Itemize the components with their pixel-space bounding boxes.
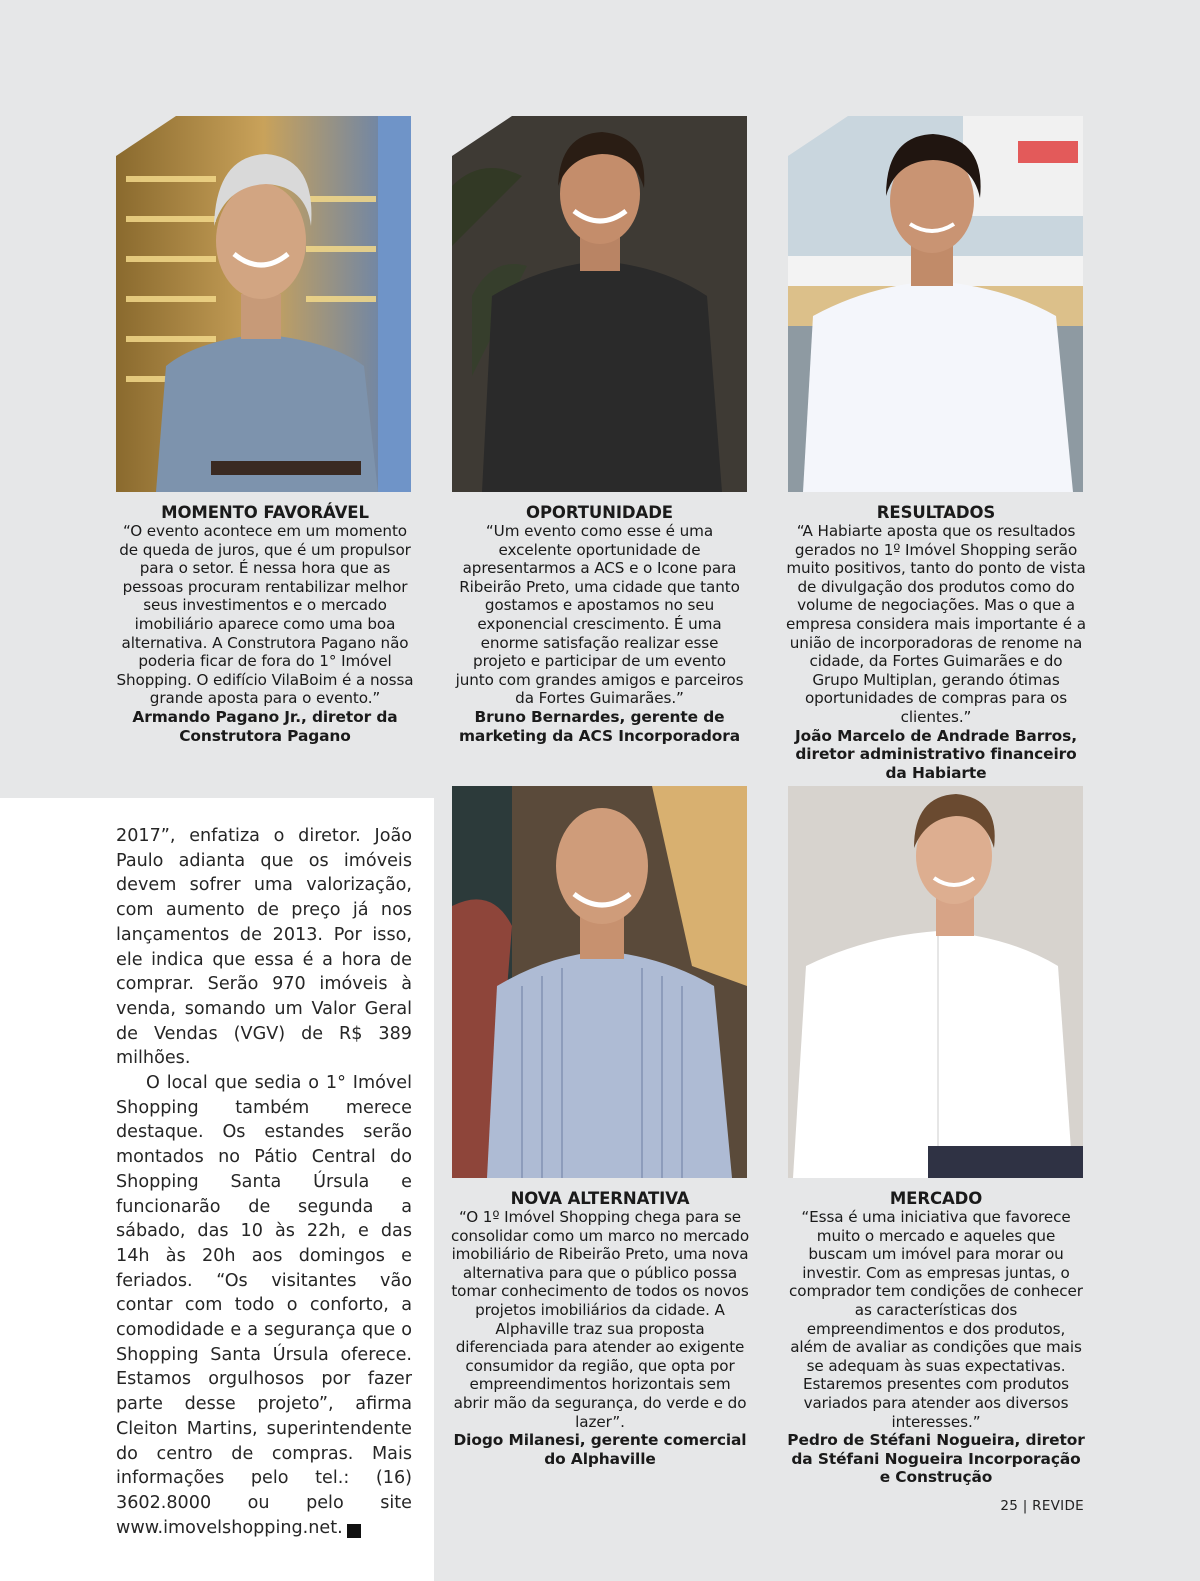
- caption-author: Armando Pagano Jr., diretor da Construtora Pagano: [132, 707, 398, 745]
- caption-quote: “Um evento como esse é uma excelente oportunidade de apresentarmos a ACS e o Icone para Ribeirão Preto, uma cidade que tanto gostamos e apostamos no seu exponencial crescimento. É uma enorme satisfação realizar esse projeto e participar de um evento junto com grandes amigos e parceiros da Fortes Guimarães.”: [455, 522, 744, 708]
- caption-title: OPORTUNIDADE: [526, 503, 673, 522]
- caption-author: Pedro de Stéfani Nogueira, diretor da Stéfani Nogueira Incorporação e Construção: [787, 1431, 1085, 1487]
- page-number: 25: [1000, 1498, 1019, 1514]
- caption-resultados: [786, 503, 1086, 782]
- article-paragraph: [116, 1071, 412, 1540]
- photo-pedro-stefani: [788, 786, 1083, 1178]
- caption-title: NOVA ALTERNATIVA: [510, 1189, 690, 1208]
- footer-separator: |: [1022, 1498, 1028, 1514]
- caption-oportunidade: [452, 503, 747, 745]
- caption-title: MERCADO: [889, 1189, 983, 1208]
- page-footer: [1000, 1498, 1084, 1514]
- article-paragraph: 2017”, enfatiza o diretor. João Paulo adianta que os imóveis devem sofrer uma valorização, com aumento de preço já nos lançamentos de 2013. Por isso, ele indica que essa é a hora de comprar. Serão 970 imóveis à venda, somando um Valor Geral de Vendas (VGV) de R$ 389 milhões.: [116, 826, 412, 1069]
- caption-quote: “O evento acontece em um momento de queda de juros, que é um propulsor para o setor. É nessa hora que as pessoas procuram rentabilizar melhor seus investimentos e o mercado imobiliário aparece como uma boa alternativa. A Construtora Pagano não poderia ficar de fora do 1° Imóvel Shopping. O edifício VilaBoim é a nossa grande aposta para o evento.”: [116, 522, 414, 708]
- caption-author: João Marcelo de Andrade Barros, diretor administrativo financeiro da Habiarte: [795, 726, 1077, 782]
- caption-momento-favoravel: [116, 503, 414, 745]
- photo-joao-marcelo: [788, 116, 1083, 492]
- article-body: [116, 824, 412, 1540]
- caption-mercado: [786, 1189, 1086, 1487]
- photo-bruno-bernardes: [452, 116, 747, 492]
- article-paragraph-text: O local que sedia o 1° Imóvel Shopping também merece destaque. Os estandes serão montados no Pátio Central do Shopping Santa Úrsula e funcionarão de segunda a sábado, das 10 às 22h, e das 14h às 20h aos domingos e feriados. “Os visitantes vão contar com todo o conforto, a comodidade e a segurança que o Shopping Santa Úrsula oferece. Estamos orgulhosos por fazer parte desse projeto”, afirma Cleiton Martins, superintendente do centro de compras. Mais informações pelo tel.: (16) 3602.8000 ou pelo site www.imovelshopping.net.: [116, 1073, 412, 1538]
- caption-title: MOMENTO FAVORÁVEL: [161, 503, 369, 522]
- caption-author: Bruno Bernardes, gerente de marketing da ACS Incorporadora: [458, 707, 741, 745]
- magazine-name: REVIDE: [1032, 1498, 1084, 1514]
- caption-author: Diogo Milanesi, gerente comercial do Alphaville: [453, 1431, 747, 1468]
- caption-nova-alternativa: [450, 1189, 750, 1468]
- caption-title: RESULTADOS: [876, 503, 996, 522]
- caption-quote: “Essa é uma iniciativa que favorece muito o mercado e aqueles que buscam um imóvel para morar ou investir. Com as empresas juntas, o comprador tem condições de conhecer as características dos empreendimentos e dos produtos, além de avaliar as condições que mais se adequam às suas expectativas. Estaremos presentes com produtos variados para atender aos diversos interesses.”: [789, 1208, 1083, 1431]
- photo-armando-pagano: [116, 116, 411, 492]
- photo-diogo-milanesi: [452, 786, 747, 1178]
- caption-quote: “A Habiarte aposta que os resultados gerados no 1º Imóvel Shopping serão muito positivos, tanto do ponto de vista de divulgação dos produtos como do volume de negociações. Mas o que a empresa considera mais importante é a união de incorporadoras de renome na cidade, da Fortes Guimarães e do Grupo Multiplan, gerando ótimas oportunidades de compras para os clientes.”: [786, 522, 1086, 726]
- caption-quote: “O 1º Imóvel Shopping chega para se consolidar como um marco no mercado imobiliário de Ribeirão Preto, uma nova alternativa para que o público possa tomar conhecimento de todos os novos projetos imobiliários da cidade. A Alphaville traz sua proposta diferenciada para atender ao exigente consumidor da região, que opta por empreendimentos horizontais sem abrir mão da segurança, do verde e do lazer”.: [450, 1208, 750, 1431]
- revide-end-mark-icon: r: [347, 1524, 361, 1538]
